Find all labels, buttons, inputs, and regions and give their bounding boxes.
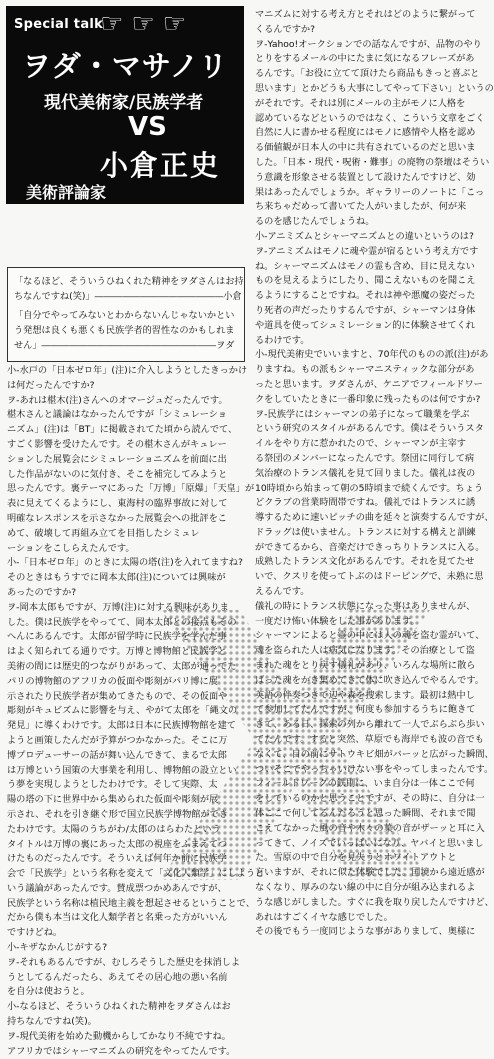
text-line: ヲ-民族学にはシャーマンの弟子になって職業を学ぶ bbox=[255, 408, 470, 420]
text-line: 認めているなどというのではなく、こういう文章をごく bbox=[255, 112, 485, 124]
text-line: 小-アニミズムとシャーマニズムとの違いというのは? bbox=[255, 230, 474, 242]
pointing-hands bbox=[100, 10, 186, 38]
text-line: てたんです。すると突然、草原でも海岸でも波の音でも bbox=[255, 734, 484, 746]
text-line: いで、クスリを使ってトぶのはドーピングで、未熟に思 bbox=[255, 571, 484, 583]
quote-line: う発想は良くも悪くも民族学者的習性なのかもしれま bbox=[14, 325, 235, 336]
text-line: 示されたり民族学者が集めてきたもので、その仮面や bbox=[7, 690, 228, 702]
special-talk-label: Special talk bbox=[14, 17, 104, 32]
text-line: マニズムに対する考え方とそれはどのように繋がって bbox=[255, 9, 476, 20]
text-line: ね。シャーマニズムはモノの霊も含め、目に見えない bbox=[255, 260, 475, 272]
text-line: ニズム」(注)は「BT」に掲載されてた頃から読んでて、 bbox=[7, 424, 238, 436]
text-line: その後でもう一度同じような事がありまして、奥様に bbox=[255, 926, 476, 938]
text-line: いう議論があったんです。賛成票つかめあんですが、 bbox=[7, 882, 227, 894]
right-text-column bbox=[255, 8, 494, 940]
text-line: えるんです。 bbox=[255, 586, 310, 598]
text-line: だから僕も本当は文化人類学者と名乗った方がいいん bbox=[7, 912, 228, 924]
text-line: 発見」に導くわけです。太郎は日本に民族博物館を建て bbox=[7, 720, 236, 732]
text-line: けたものだったんです。そういえば何年か前に民族学 bbox=[7, 853, 227, 865]
text-line: う意識を形象させる装置として設けたんですけど、効 bbox=[255, 171, 476, 183]
text-line: アフリカではシャーマニズムの研究をやってたんです。 bbox=[7, 1045, 236, 1057]
text-line: とりをするメールの中にたまに気になるフレーズがあ bbox=[255, 53, 475, 65]
text-line: した。「日本・現代・呪術・難事」の廃物の祭壇はそうい bbox=[255, 156, 490, 168]
text-line: 彫刻がキュビズムに影響を与え、やがて太郎を「縄文の bbox=[7, 705, 238, 717]
text-line: ドラッグは使いません。トランスに対する構えと訓練 bbox=[255, 526, 476, 538]
text-line: シャーマンによると霊の中には人の魂を盗む霊がいて、 bbox=[255, 630, 485, 642]
text-line: くるんですか? bbox=[255, 23, 316, 35]
text-line: は何だったんですか? bbox=[7, 379, 95, 391]
text-line: るんです。「お役に立てて頂けたら商品もきっと喜ぶと bbox=[255, 68, 480, 80]
text-line: うとしてるんだったら、あえてその居心地の悪い名前 bbox=[7, 971, 228, 983]
text-line: る価値観が日本人の中に共有されているのだと思いま bbox=[255, 142, 476, 154]
text-line: タイトルは万博の裏にあった太郎の視座をふまえてつ bbox=[7, 838, 228, 850]
text-line: きて、ある日、探索の列から離れて一人でぶらぶら歩い bbox=[255, 719, 485, 731]
text-line: ヲ-それもあるんですが、むしろそうした歴史を抹消しよ bbox=[7, 956, 241, 968]
text-line: すごく影響を受けたんです。その椹木さんがキュレー bbox=[7, 438, 227, 450]
text-line: フィールドワークの鉄則に、いま自分は一体ここで何 bbox=[255, 778, 475, 790]
text-line: 自然に人に書かせる程度にはモノに感情や人格を認め bbox=[255, 127, 476, 139]
text-line: 言いますが、それに似た体験でした。国境から遠近感が bbox=[255, 867, 485, 879]
text-line: した。僕は民族学をやってて、岡本太郎との接点もその bbox=[7, 616, 237, 628]
text-line: 小-なるほど、そういうひねくれた精神をヲダさんはお bbox=[7, 1001, 231, 1013]
text-line: 民族学という名称は植民地主義を想起させるということで、 bbox=[7, 897, 255, 909]
text-line: 美術の間には歴史的つながりがあって、太郎が通ってた bbox=[7, 660, 237, 672]
left-text-column bbox=[7, 364, 265, 1059]
text-line: う夢を実現しようとしたわけです。そして実際、太 bbox=[7, 779, 218, 791]
text-line: るようにすることですね。それは神や悪魔の姿だった bbox=[255, 290, 476, 302]
text-line: は万博という国策の大事業を利用し、博物館の設立とい bbox=[7, 764, 237, 776]
text-line: そのときはもうすでに岡本太郎(注)については興味が bbox=[7, 572, 226, 584]
text-line: うな感じがしました。すぐに我を取り戻したんですけど、 bbox=[255, 896, 494, 908]
text-line: たわけです。太陽のうちがわ/太郎のはらわたという bbox=[7, 823, 221, 835]
quote-line: 「自分でやってみないとわからないんじゃないかとい bbox=[14, 310, 235, 321]
text-line: 椹木さんと議論はなかったんですが「シミュレーショ bbox=[7, 409, 227, 421]
text-line: 体ここで何してるんだろうと思った瞬間、それまで聞 bbox=[255, 808, 476, 820]
text-line: りますね。もの派もシャーマニスティックな部分があ bbox=[255, 364, 475, 376]
pointing-hand-icon: ☞ bbox=[131, 9, 155, 39]
text-line: 魂を盗られた人は病気になります。その治療として盗 bbox=[255, 645, 475, 657]
text-line: 果はあったんでしょうか。ギャラリーのノートに「こっ bbox=[255, 186, 485, 198]
text-line: ち来ちゃだめって書いてた人がいましたが、何が来 bbox=[255, 201, 467, 213]
text-line: 小-現代美術史でいいますと、70年代のものの派(注)があ bbox=[255, 349, 489, 361]
text-line: ついそこでやっちゃいけない事をやってしまったんです。 bbox=[255, 763, 494, 775]
text-line: 示され、それを引き継ぐ形で国立民族学博物館ができ bbox=[7, 808, 229, 820]
text-line: ってきて、ノイズでいっぱいになり、ヤバイと思いまし bbox=[255, 837, 484, 849]
text-line: や道具を使ってシュミレーション的に体験させてくれ bbox=[255, 319, 475, 331]
text-line: 一度だけ怖い体験をした事があります。 bbox=[255, 615, 420, 627]
text-line: るのを感じたんでしょうね。 bbox=[255, 216, 375, 228]
title-block bbox=[6, 6, 244, 204]
text-line: ものを見えるようにしたり、聞こえないものを聞こえ bbox=[255, 275, 476, 287]
text-line: ばった魂をかき集めてきて体に吹き込んでやるんです。 bbox=[255, 674, 484, 686]
text-line: 儀礼の時にトランス状態になった事はありませんが、 bbox=[255, 600, 476, 612]
text-line: がそれです。それは別にメールの主がモノに人格を bbox=[255, 97, 466, 109]
text-line: まれた魂をとり戻す儀礼があり、いろんな場所に散ら bbox=[255, 660, 476, 672]
text-line: ようと画策したんだが予算がつかなかった。そこに万 bbox=[7, 734, 228, 746]
text-line: あれはすごくイヤな感じでした。 bbox=[255, 911, 393, 923]
text-line: ですけどね。 bbox=[7, 927, 63, 939]
text-line: をしているのかと思うことですが、その時に、自分は一 bbox=[255, 793, 485, 805]
text-line: 思ったんです。裏テーマにあった「万博」「原爆」「天皇」が bbox=[7, 483, 255, 495]
text-line: した作品がないのに気付き、そこを補完してみようと bbox=[7, 468, 228, 480]
text-line: という研究のスタイルがあるんです。僕はそういうスタ bbox=[255, 423, 484, 435]
text-line: ったと思います。ヲダさんが、ケニアでフィールドワー bbox=[255, 378, 483, 390]
quote-line: ちなんですね(笑)」――――――――――――――小倉 bbox=[14, 291, 242, 302]
text-line: 持ちなんですね(笑)。 bbox=[7, 1016, 97, 1028]
text-line: めて、破壊して再組み立てを目指したシミュレ bbox=[7, 527, 200, 539]
text-line: ヲ-アニミズムはモノに魂や霊が宿るという考え方です bbox=[255, 245, 479, 257]
text-line: 小-キザなかんじがする? bbox=[7, 942, 108, 954]
text-line: ヲ-あれは椹木(注)さんへのオマージュだったんです。 bbox=[7, 394, 228, 406]
text-line: 成熟したトランス文化があるんです。それを見てたせ bbox=[255, 556, 475, 568]
text-line: を自分は使おうと。 bbox=[7, 986, 90, 998]
text-line: イルをやり方に惹かれたので、シャーマンが主宰す bbox=[255, 438, 466, 450]
text-line: 表に見えてくるようにし、東海村の臨界事故に対して bbox=[7, 498, 228, 510]
text-line: ヲ-Yahoo!オークションでの話なんですが、品物のやり bbox=[255, 38, 482, 50]
pointing-hand-icon: ☞ bbox=[100, 9, 124, 39]
text-line: はよく知られてる通りです。万博と博物館と民族学と bbox=[7, 646, 227, 658]
text-line: ヲ-岡本太郎もですが、万博(注)に対する興味がありま bbox=[7, 601, 229, 613]
person2-role: 美術評論家 bbox=[26, 183, 107, 202]
text-line: クをしていたときに一番印象に残ったものは何ですか? bbox=[255, 393, 481, 405]
text-line: た。雪原の中で自分を見失うとホワイトアウトと bbox=[255, 852, 457, 864]
text-line: 博プロデューサーの話が舞い込んできて、まるで太郎 bbox=[7, 749, 227, 761]
text-line: こえてなかった風の音や木々の葉の音がザーッと耳に入 bbox=[255, 822, 485, 834]
person1-name: ヲダ・マサノリ bbox=[22, 49, 229, 83]
text-line: 気治療のトランス儀礼を見て回りました。儀礼は夜の bbox=[255, 467, 476, 479]
text-line: 会で「民族学」という名称を変えて「文化人類学」にしようと bbox=[7, 868, 265, 880]
text-line: どクラブの営業時間帯ですね。儀礼ではトランスに誘 bbox=[255, 497, 476, 509]
quote-line: 「なるほど、そういうひねくれた精神をヲダさんはお持 bbox=[14, 276, 244, 287]
text-line: ができてるから、音楽だけできっちりトランスに入る。 bbox=[255, 541, 485, 553]
text-line: て参加してたんですが、何度も参加するうちに飽きて bbox=[255, 704, 476, 716]
pull-quote-box bbox=[7, 267, 245, 362]
text-line: ヲ-現代美術を始めた動機からしてかなり不純ですね。 bbox=[7, 1030, 231, 1042]
text-line: 小-「日本ゼロ年」のときに太陽の塔(注)を入れてますね? bbox=[7, 557, 243, 569]
text-line: あったのですか? bbox=[7, 586, 77, 598]
text-line: 小-水戸の「日本ゼロ年」(注)に介入しようとしたきっかけ bbox=[7, 365, 248, 376]
person1-role: 現代美術家/民族学者 bbox=[44, 93, 204, 113]
text-line: る祭団のメンバーになったんです。祭団に同行して病 bbox=[255, 452, 475, 464]
quote-line: せん」―――――――――――――――――――ヲダ bbox=[14, 340, 235, 351]
vs-label: VS bbox=[128, 112, 167, 142]
text-line: パリの博物館のアフリカの仮面や彫刻がパリ博に展 bbox=[7, 675, 218, 687]
text-line: 思います」とかどうも大事にしてやって下さい」というの bbox=[255, 82, 494, 94]
text-line: り死者の声だったりするんですが、シャーマンは身体 bbox=[255, 304, 476, 316]
text-line: 導するために速いピッチの曲を延々と演奏するんですが、 bbox=[255, 512, 494, 524]
text-line: 英語の伴奏つきで辺や森を捜索します。最初は熱中し bbox=[255, 689, 475, 701]
person2-name: 小倉正史 bbox=[100, 149, 221, 182]
text-line: 明確なレスポンスを示さなかった展覧会への批評をこ bbox=[7, 512, 227, 524]
text-line: なくて、目の前にサトウキビ畑がバーッと広がった瞬間、 bbox=[255, 748, 494, 760]
text-line: るわけです。 bbox=[255, 334, 310, 346]
text-line: 10時頃から始まって朝の5時頃まで続くんです。ちょう bbox=[255, 482, 484, 494]
text-line: 陽の塔の下に世界中から集められた仮面や彫刻が展 bbox=[7, 794, 219, 806]
text-line: ーションをこしらえたんです。 bbox=[7, 542, 135, 554]
pointing-hand-icon: ☞ bbox=[162, 9, 186, 39]
text-line: ションした展覧会にシミュレーショニズムを前面に出 bbox=[7, 453, 227, 465]
text-line: なくなり、厚みのない線の中に自分が組み込まれるよ bbox=[255, 882, 476, 894]
text-line: へんにあるんです。太郎が留学時に民族学を学んだ事 bbox=[7, 631, 227, 643]
